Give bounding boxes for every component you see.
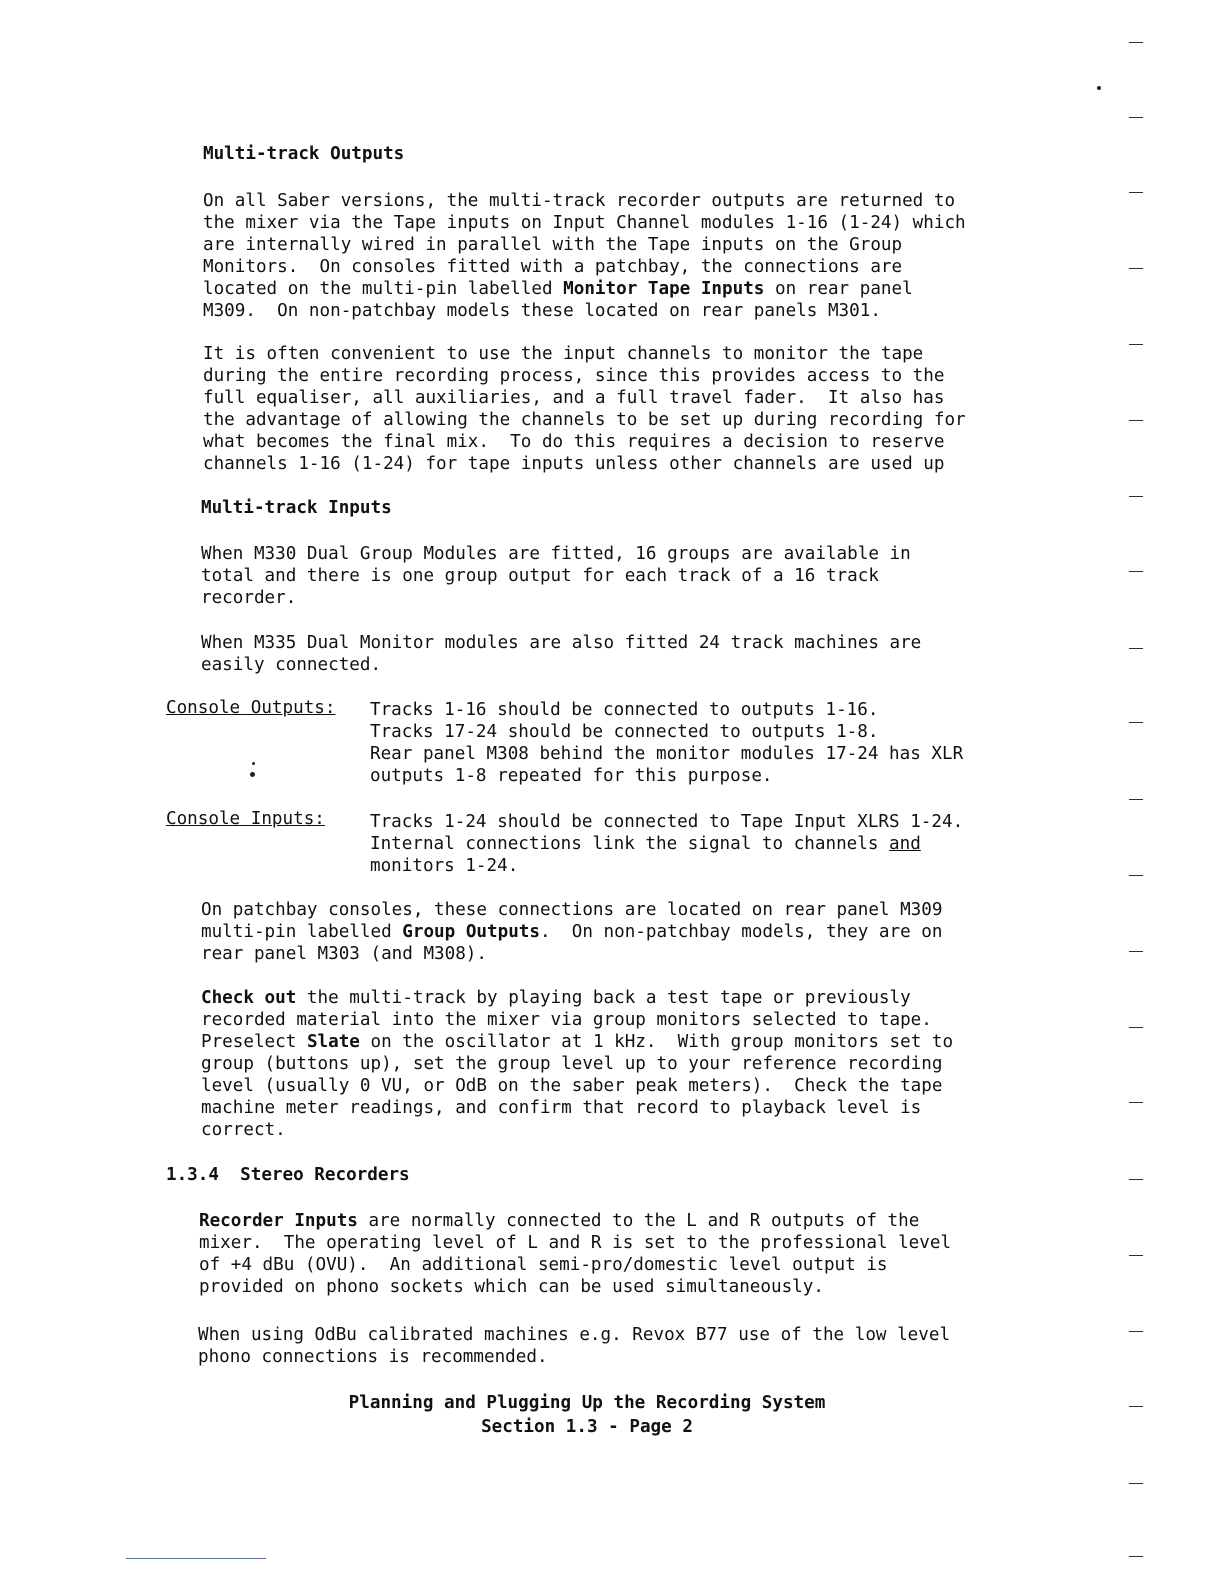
bold-term: Check out (201, 988, 297, 1008)
underlined-word: and (889, 834, 921, 854)
text-span: . On non-patchbay models, they are on (539, 922, 943, 942)
text-line: Tracks 1-16 should be connected to outputs 1-16. (370, 700, 879, 720)
margin-tick (1129, 1556, 1143, 1557)
heading-multitrack-inputs: Multi-track Inputs (201, 498, 392, 518)
text-line: provided on phono sockets which can be used simultaneously. (199, 1277, 824, 1297)
margin-tick (1129, 1102, 1143, 1103)
bold-term: Monitor Tape Inputs (563, 279, 765, 299)
text-line (201, 987, 911, 1009)
text-line (201, 921, 942, 943)
text-line: recorder. (201, 588, 297, 608)
text-line: of +4 dBu (OVU). An additional semi-pro/domestic level output is (199, 1255, 888, 1275)
text-line (199, 1210, 919, 1232)
text-line: phono connections is recommended. (198, 1347, 548, 1367)
text-line: mixer. The operating level of L and R is set to the professional level (199, 1233, 952, 1253)
margin-tick (1129, 117, 1143, 118)
text-line: the mixer via the Tape inputs on Input Channel modules 1-16 (1-24) which (203, 213, 966, 233)
text-line: rear panel M303 (and M308). (201, 944, 487, 964)
text-line: Rear panel M308 behind the monitor modules 17-24 has XLR (370, 744, 964, 764)
text-span: multi-pin labelled (201, 922, 403, 942)
margin-tick (1129, 420, 1143, 421)
text-line: recorded material into the mixer via group monitors selected to tape. (201, 1010, 932, 1030)
scan-speck (250, 772, 255, 777)
text-line: are internally wired in parallel with the Tape inputs on the Group (203, 235, 903, 255)
margin-tick (1129, 1483, 1143, 1484)
text-line: outputs 1-8 repeated for this purpose. (370, 766, 773, 786)
text-span: Preselect (201, 1032, 307, 1052)
text-span: the multi-track by playing back a test tape or previously (296, 988, 911, 1008)
text-line: what becomes the final mix. To do this requires a decision to reserve (203, 432, 945, 452)
margin-tick (1129, 1331, 1143, 1332)
text-line: full equaliser, all auxiliaries, and a full travel fader. It also has (203, 388, 945, 408)
scan-line (126, 1558, 266, 1559)
text-span: on the oscillator at 1 kHz. With group monitors set to (359, 1032, 954, 1052)
footer-title: Planning and Plugging Up the Recording System (348, 1393, 826, 1413)
margin-tick (1129, 1027, 1143, 1028)
margin-tick (1129, 722, 1143, 723)
margin-tick (1129, 1255, 1143, 1256)
margin-tick (1129, 42, 1143, 43)
text-line: It is often convenient to use the input channels to monitor the tape (203, 344, 924, 364)
bold-term: Recorder Inputs (199, 1211, 358, 1231)
margin-tick (1129, 496, 1143, 497)
text-line: level (usually 0 VU, or OdB on the saber peak meters). Check the tape (201, 1076, 943, 1096)
text-line: correct. (201, 1120, 286, 1140)
text-line: group (buttons up), set the group level up to your reference recording (201, 1054, 943, 1074)
margin-tick (1129, 648, 1143, 649)
text-line: Tracks 1-24 should be connected to Tape Input XLRS 1-24. (370, 812, 964, 832)
margin-tick (1129, 1179, 1143, 1180)
text-span: on rear panel (764, 279, 913, 299)
text-line: total and there is one group output for each track of a 16 track (201, 566, 879, 586)
margin-tick (1129, 192, 1143, 193)
margin-tick (1129, 571, 1143, 572)
margin-tick (1129, 799, 1143, 800)
section-title: Stereo Recorders (240, 1165, 410, 1185)
text-line (203, 278, 913, 300)
text-line: the advantage of allowing the channels to be set up during recording for (203, 410, 966, 430)
text-line: On all Saber versions, the multi-track recorder outputs are returned to (203, 191, 956, 211)
console-outputs-label: Console Outputs: (166, 698, 336, 718)
text-line: Tracks 17-24 should be connected to outputs 1-8. (370, 722, 879, 742)
margin-tick (1129, 1406, 1143, 1407)
margin-tick (1129, 268, 1143, 269)
scan-speck (252, 762, 255, 765)
heading-multitrack-outputs: Multi-track Outputs (203, 144, 405, 164)
text-line: Monitors. On consoles fitted with a patchbay, the connections are (203, 257, 903, 277)
text-line (201, 1031, 953, 1053)
text-line: monitors 1-24. (370, 856, 519, 876)
text-line: When M330 Dual Group Modules are fitted, 16 groups are available in (201, 544, 911, 564)
margin-tick (1129, 875, 1143, 876)
footer-page: Section 1.3 - Page 2 (481, 1417, 693, 1437)
text-line: machine meter readings, and confirm that record to playback level is (201, 1098, 922, 1118)
text-line: during the entire recording process, since this provides access to the (203, 366, 945, 386)
text-span: located on the multi-pin labelled (203, 279, 564, 299)
section-heading-stereo-recorders (166, 1164, 410, 1186)
scan-speck (1097, 86, 1101, 90)
text-line: M309. On non-patchbay models these located on rear panels M301. (203, 301, 881, 321)
text-line: When using OdBu calibrated machines e.g. Revox B77 use of the low level (198, 1325, 951, 1345)
text-span: Internal connections link the signal to channels (370, 834, 890, 854)
text-line: On patchbay consoles, these connections are located on rear panel M309 (201, 900, 943, 920)
text-line (370, 833, 921, 855)
margin-tick (1129, 344, 1143, 345)
margin-tick (1129, 951, 1143, 952)
bold-term: Slate (306, 1032, 360, 1052)
text-span: are normally connected to the L and R outputs of the (357, 1211, 920, 1231)
console-inputs-label: Console Inputs: (166, 809, 325, 829)
text-line: easily connected. (201, 655, 382, 675)
section-number: 1.3.4 (166, 1165, 219, 1185)
text-line: When M335 Dual Monitor modules are also fitted 24 track machines are (201, 633, 922, 653)
text-line: channels 1-16 (1-24) for tape inputs unless other channels are used up (203, 454, 945, 474)
bold-term: Group Outputs (402, 922, 540, 942)
